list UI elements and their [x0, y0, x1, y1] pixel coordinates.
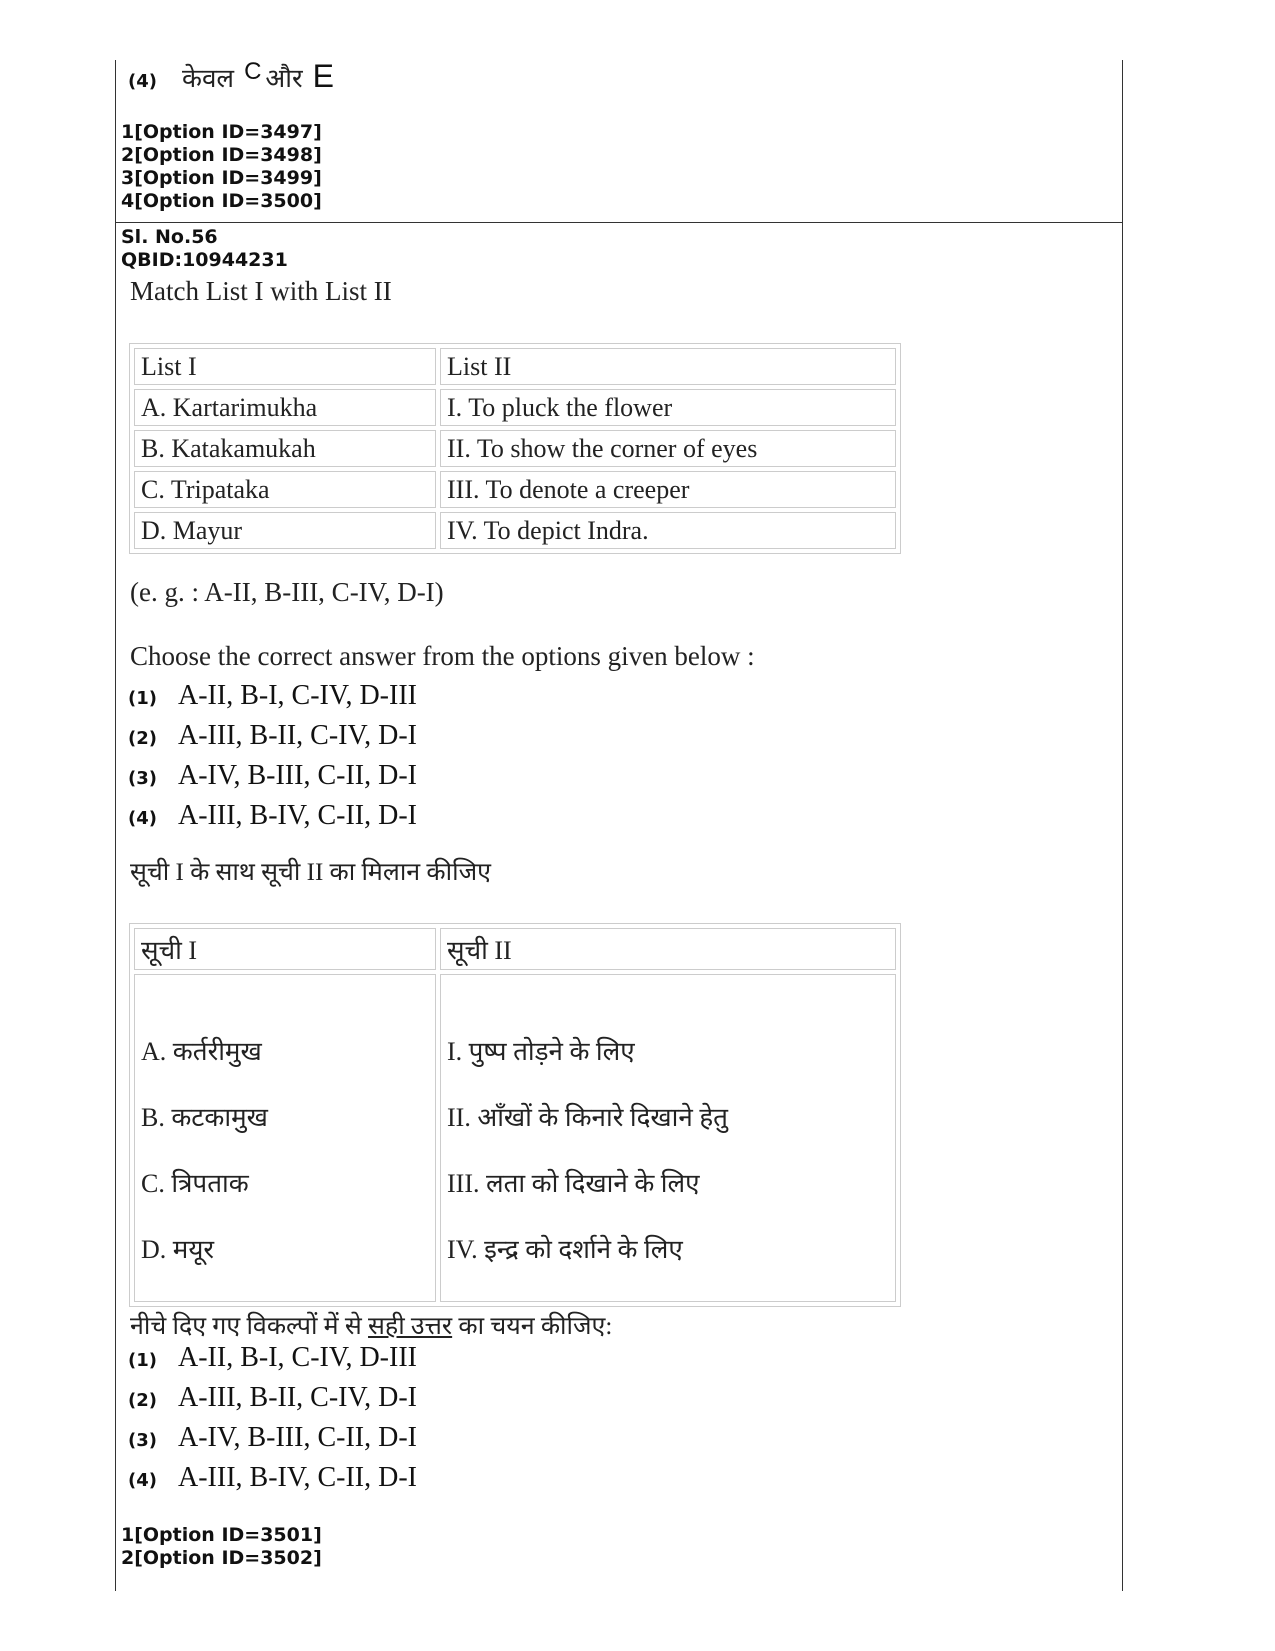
option-id: 1[Option ID=3497] — [121, 121, 322, 143]
match-table-en — [129, 343, 901, 554]
table-item: III. लता को दिखाने के लिए — [447, 1169, 700, 1198]
instruction-text: का चयन कीजिए: — [458, 1313, 613, 1340]
question-divider — [115, 222, 1123, 223]
option-number: (4) — [128, 1470, 157, 1491]
example-en: (e. g. : A-II, B-III, C-IV, D-I) — [130, 577, 444, 607]
option-id: 3[Option ID=3499] — [121, 167, 322, 189]
table-header: List II — [440, 348, 896, 385]
table-item: D. मयूर — [141, 1235, 215, 1264]
table-header: सूची I — [134, 928, 436, 970]
option-letter-c: C — [244, 58, 262, 85]
option-4 — [128, 800, 417, 840]
table-cell: I. To pluck the flower — [440, 389, 896, 426]
match-table-hi — [129, 923, 901, 1307]
table-cell-list — [134, 974, 436, 1302]
instruction-hi — [130, 1308, 612, 1342]
option-id: 1[Option ID=3501] — [121, 1524, 322, 1546]
table-item: II. आँखों के किनारे दिखाने हेतु — [447, 1103, 728, 1132]
table-row — [134, 512, 896, 549]
option-number: (1) — [128, 1350, 157, 1371]
table-header-row — [134, 348, 896, 385]
instruction-underlined: सही उत्तर — [368, 1313, 453, 1340]
question-header — [121, 226, 288, 272]
option-text: A-II, B-I, C-IV, D-III — [178, 1342, 417, 1373]
option-3 — [128, 1422, 417, 1462]
prev-option-4 — [128, 58, 334, 95]
option-number: (2) — [128, 1390, 157, 1411]
option-3 — [128, 760, 417, 800]
option-number: (4) — [128, 808, 157, 829]
table-item: A. कर्तरीमुख — [141, 1037, 262, 1066]
option-text: A-III, B-IV, C-II, D-I — [178, 800, 417, 831]
table-cell-list — [440, 974, 896, 1302]
option-2 — [128, 720, 417, 760]
table-row — [134, 974, 896, 1302]
table-item: C. त्रिपताक — [141, 1169, 249, 1198]
table-row — [134, 430, 896, 467]
table-cell: C. Tripataka — [134, 471, 436, 508]
serial-number: Sl. No.56 — [121, 226, 218, 248]
options-hi — [128, 1342, 417, 1502]
option-2 — [128, 1382, 417, 1422]
table-cell: IV. To depict Indra. — [440, 512, 896, 549]
option-text: A-IV, B-III, C-II, D-I — [178, 1422, 417, 1453]
table-item: I. पुष्प तोड़ने के लिए — [447, 1037, 635, 1066]
option-text: A-IV, B-III, C-II, D-I — [178, 760, 417, 791]
table-cell: III. To denote a creeper — [440, 471, 896, 508]
option-4 — [128, 1462, 417, 1502]
table-cell: A. Kartarimukha — [134, 389, 436, 426]
table-header: List I — [134, 348, 436, 385]
option-number: (2) — [128, 728, 157, 749]
option-1 — [128, 680, 417, 720]
option-number: (3) — [128, 1430, 157, 1451]
option-1 — [128, 1342, 417, 1382]
table-cell: D. Mayur — [134, 512, 436, 549]
option-id: 2[Option ID=3502] — [121, 1547, 322, 1569]
table-row — [134, 471, 896, 508]
table-item: IV. इन्द्र को दर्शाने के लिए — [447, 1235, 683, 1264]
table-item: B. कटकामुख — [141, 1103, 268, 1132]
table-cell: II. To show the corner of eyes — [440, 430, 896, 467]
qbid: QBID:10944231 — [121, 249, 288, 271]
options-en — [128, 680, 417, 840]
table-header-row — [134, 928, 896, 970]
option-and: और — [265, 64, 303, 93]
right-border — [1122, 60, 1123, 1591]
option-id: 4[Option ID=3500] — [121, 190, 322, 212]
question-title-hi: सूची I के साथ सूची II का मिलान कीजिए — [130, 859, 491, 886]
instruction-text: नीचे दिए गए विकल्पों में से — [130, 1313, 362, 1340]
option-number: (1) — [128, 688, 157, 709]
option-text: A-III, B-II, C-IV, D-I — [178, 1382, 417, 1413]
question-option-ids — [121, 1524, 322, 1570]
left-border — [115, 60, 116, 1591]
table-row — [134, 389, 896, 426]
table-header: सूची II — [440, 928, 896, 970]
option-text: A-III, B-IV, C-II, D-I — [178, 1462, 417, 1493]
option-number: (3) — [128, 768, 157, 789]
question-title-en: Match List I with List II — [130, 276, 392, 306]
instruction-en: Choose the correct answer from the options given below : — [130, 641, 755, 671]
prev-option-ids — [121, 121, 322, 213]
option-text: A-II, B-I, C-IV, D-III — [178, 680, 417, 711]
option-id: 2[Option ID=3498] — [121, 144, 322, 166]
option-letter-e: E — [312, 58, 334, 94]
option-number: (4) — [128, 71, 157, 92]
option-text: केवल — [182, 64, 235, 93]
option-text: A-III, B-II, C-IV, D-I — [178, 720, 417, 751]
table-cell: B. Katakamukah — [134, 430, 436, 467]
